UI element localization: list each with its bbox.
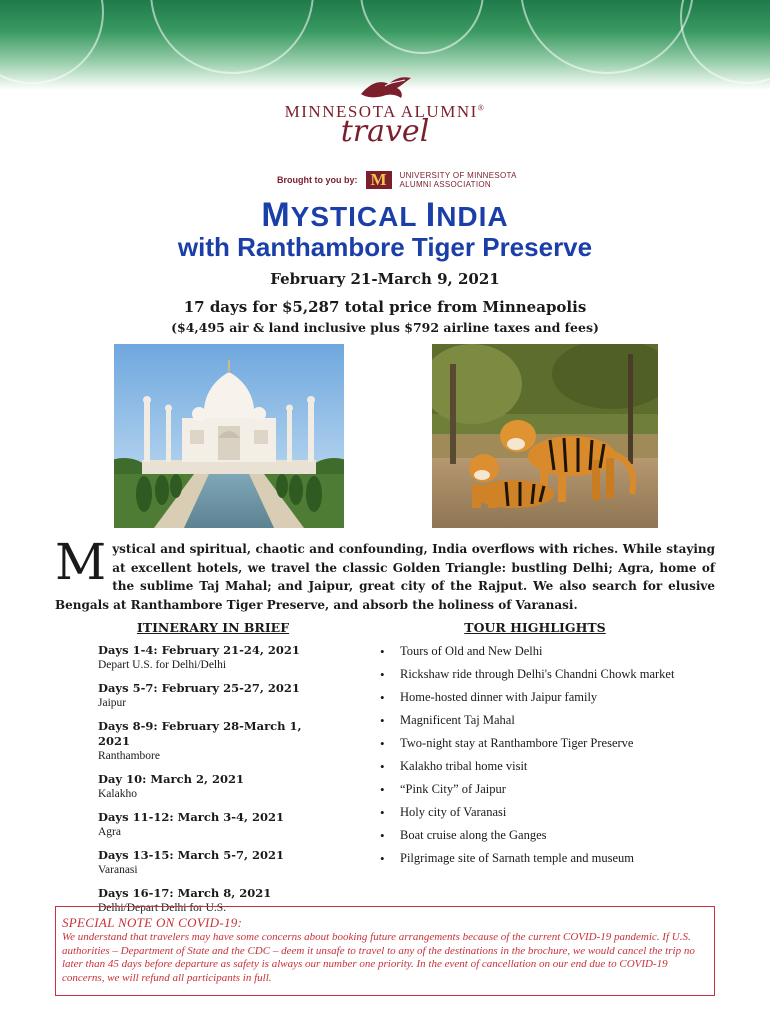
itinerary-section — [98, 620, 328, 924]
tour-title: MYSTICAL INDIA — [261, 196, 509, 234]
itinerary-item — [98, 772, 328, 802]
list-item: • Home-hosted dinner with Jaipur family — [380, 689, 680, 706]
list-item: • Two-night stay at Ranthambore Tiger Preserve — [380, 735, 680, 752]
list-item: • Rickshaw ride through Delhi's Chandni Chowk market — [380, 666, 680, 683]
itinerary-desc: Kalakho — [98, 788, 137, 800]
intro-paragraph — [55, 533, 715, 614]
itinerary-day: Days 5-7: February 25-27, 2021 — [98, 681, 300, 695]
brand-title: MINNESOTA ALUMNI® — [284, 102, 486, 121]
itinerary-day: Days 11-12: March 3-4, 2021 — [98, 810, 285, 824]
intro-text: ystical and spiritual, chaotic and confounding, India overflows with riches. While staying at excellent hotels, we travel the classic Golden Triangle: bustling Delhi; Agra, home of the sublime Taj Mahal; and Jaipur, great city of the Rajput. We also search for elusive Bengals at Ranthambore Tiger Preserve, and absorb the holiness of Varanasi. — [55, 542, 715, 612]
list-item: • Boat cruise along the Ganges — [380, 827, 680, 844]
itinerary-desc: Agra — [98, 826, 121, 838]
brought-by-label: Brought to you by: — [277, 175, 358, 185]
covid-note-heading: SPECIAL NOTE ON COVID-19: — [62, 915, 243, 930]
itinerary-desc: Jaipur — [98, 697, 127, 709]
itinerary-day: Days 16-17: March 8, 2021 — [98, 886, 272, 900]
tour-dates: February 21-March 9, 2021 — [270, 270, 500, 288]
itinerary-day: Days 13-15: March 5-7, 2021 — [98, 848, 285, 862]
highlights-heading: TOUR HIGHLIGHTS — [464, 620, 606, 635]
itinerary-day: Days 1-4: February 21-24, 2021 — [98, 643, 300, 657]
list-item: • “Pink City” of Jaipur — [380, 781, 680, 798]
list-item: • Tours of Old and New Delhi — [380, 643, 680, 660]
covid-note-body: We understand that travelers may have some concerns about booking future arrangements because of the current COVID-19 pandemic. If U.S. authorities – Department of State and the CDC – deem it unsafe to travel to any of the destinations in the brochure, we would cancel the trip no later than 45 days before departure as safety is always our number one priority. In the event of cancellation on our end due to COVID-19 concerns, we will refund all participants in full. — [62, 931, 695, 984]
itinerary-desc: Delhi/Depart Delhi for U.S. — [98, 902, 227, 914]
university-m-logo: M — [366, 171, 392, 189]
tour-price-note: ($4,495 air & land inclusive plus $792 airline taxes and fees) — [171, 320, 599, 335]
taj-mahal-photo — [114, 344, 344, 528]
itinerary-desc: Ranthambore — [98, 750, 160, 762]
bird-logo-icon — [355, 72, 415, 104]
tiger-photo — [432, 344, 658, 528]
itinerary-item — [98, 681, 328, 711]
tour-price: 17 days for $5,287 total price from Minneapolis — [183, 298, 587, 316]
intro-dropcap: M — [55, 533, 107, 591]
highlights-section — [380, 620, 680, 873]
itinerary-day: Days 8-9: February 28-March 1, 2021 — [98, 719, 302, 748]
university-name: UNIVERSITY OF MINNESOTA ALUMNI ASSOCIATION — [399, 171, 517, 189]
list-item: • Magnificent Taj Mahal — [380, 712, 680, 729]
itinerary-item — [98, 643, 328, 673]
list-item: • Pilgrimage site of Sarnath temple and museum — [380, 850, 680, 867]
itinerary-desc: Varanasi — [98, 864, 138, 876]
list-item: • Holy city of Varanasi — [380, 804, 680, 821]
itinerary-day: Day 10: March 2, 2021 — [98, 772, 244, 786]
covid-note-box — [55, 906, 715, 996]
sponsor-line — [277, 168, 517, 192]
itinerary-heading: ITINERARY IN BRIEF — [136, 620, 290, 635]
tour-subtitle: with Ranthambore Tiger Preserve — [177, 232, 593, 262]
list-item: • Kalakho tribal home visit — [380, 758, 680, 775]
itinerary-desc: Depart U.S. for Delhi/Delhi — [98, 659, 227, 671]
brand-logo — [270, 72, 500, 148]
highlights-list — [380, 643, 680, 867]
itinerary-item — [98, 848, 328, 878]
brand-script: travel — [340, 114, 430, 149]
itinerary-item — [98, 810, 328, 840]
itinerary-item — [98, 719, 328, 764]
